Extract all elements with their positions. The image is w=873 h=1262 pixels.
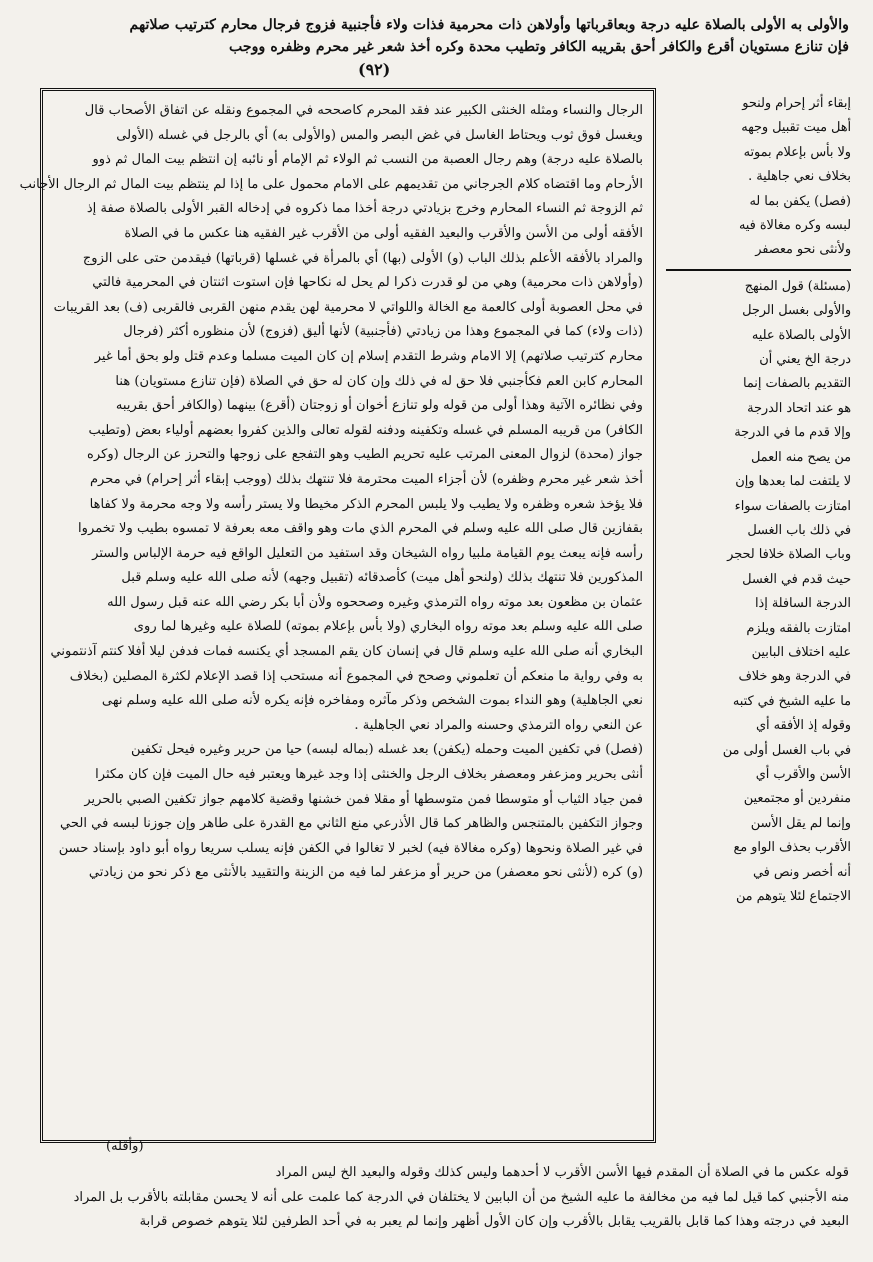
text-line: ثم الزوجة ثم النساء المحارم وخرج بزيادتي درجة أخذا مما ذكروه في إدخاله القبر الأولى بالصلاة صفة إذ: [86, 201, 643, 217]
margin-line: بخلاف نعي جاهلية .: [748, 169, 851, 185]
header-line: فإن تنازع مستويان أقرع والكافر أحق بقريبه الكافر وتطيب محدة وكره أخذ شعر غير محرم وظفره ووجب: [228, 39, 849, 55]
page-header: [36, 14, 849, 82]
text-line: أخذ شعر غير محرم وظفره) لأن أجزاء الميت محترمة فلا تنتهك بذلك (ووجب إبقاء أثر إحرام) في محرم: [89, 471, 643, 487]
text-line: المحارم كابن العم فكأجنبي فلا حق له في ذلك وإن كان له حق في الصلاة (فإن تنازع مستويان) هنا: [115, 373, 643, 389]
margin-line: ما عليه الشيخ في كتبه: [732, 693, 851, 709]
margin-line: منفردين أو مجتمعين: [743, 791, 851, 807]
margin-line: عليه اختلاف البابين: [751, 644, 851, 660]
text-line: الأرحام وما اقتضاه كلام الجرجاني من تقديمهم على الامام محمول على ما إذا لم ينتظم بيت المال ثم الرجال الأجانب: [19, 176, 643, 192]
margin-line: (مسئلة) قول المنهج: [744, 278, 851, 294]
margin-line: وقوله إذ الأفقه أي: [755, 718, 851, 734]
margin-line: وإنما لم يقل الأسن: [750, 815, 851, 831]
text-line: بقفازين قال صلى الله عليه وسلم في المحرم الذي مات وهو واقف معه بعرفة لا تمسوه بطيب ولا تخمروا: [78, 521, 643, 537]
catchword: (وأقله): [106, 1139, 144, 1154]
page-number: (٩٢): [358, 60, 391, 79]
margin-line: الدرجة السافلة إذا: [754, 596, 851, 612]
footnote-line: منه الأجنبي كما قيل لما فيه من مخالفة ما عليه الشيخ من أن البابين لا يختلفان في الدرجة كما علمت على أنه لا يحسن مقابلته بالأقرب بل المراد: [73, 1189, 849, 1205]
margin-line: لبسه وكره مغالاة فيه: [738, 218, 851, 234]
margin-line: الأولى بالصلاة عليه: [751, 327, 851, 343]
margin-line: امتازت بالصفات سواء: [734, 498, 851, 514]
margin-gloss-text: [666, 275, 851, 910]
margin-line: ولأنثى نحو معصفر: [755, 242, 851, 258]
margin-line: في الدرجة وهو خلاف: [738, 669, 851, 685]
margin-line: أنه أخصر ونص في: [752, 864, 851, 880]
margin-line: امتازت بالفقه ويلزم: [746, 620, 851, 636]
text-line: الرجال والنساء ومثله الخنثى الكبير عند فقد المحرم كاصححه في المجموع ونقله عن اتفاق الأصحاب قال: [84, 103, 643, 118]
text-line: الكافر) من قريبه المسلم في غسله وتكفينه ودفنه لقوله تعالى والذين كفروا بعضهم أولياء بعض (وتطيب: [88, 422, 643, 438]
margin-line: الاجتماع لئلا يتوهم من: [735, 889, 851, 904]
page-footnote: [36, 1139, 849, 1257]
margin-line: من يصح منه العمل: [750, 449, 851, 465]
text-line: رأسه فإنه يبعث يوم القيامة ملبيا رواه الشيخان وقد استفيد من التعليل الواقع فيه حرمة الإلباس والستر: [92, 545, 643, 561]
margin-line: الأقرب بحذف الواو مع: [733, 840, 851, 856]
text-line: (فصل) في تكفين الميت وحمله (يكفن) بعد غسله (بماله لبسه) حيا من حرير وغيره فيحل تكفين: [131, 742, 643, 758]
text-line: في محل العصوبة أولى كالعمة مع الخالة واللواتي لا محرمية لهن يقدم منهن القربى فالقربى (ف) بعد القريبات: [53, 299, 643, 315]
text-line: صلى الله عليه وسلم بعد موته رواه البخاري (ولا بأس بإعلام بموته) للصلاة عليه وغيرها لما روى: [133, 619, 643, 635]
margin-line: التقديم بالصفات إنما: [742, 376, 851, 392]
text-line: فلا يؤخذ شعره وظفره ولا يطيب ولا يلبس المحرم الذكر مخيطا ولا يستر رأسه ولا وجه محرمة ولا كفاها: [89, 496, 643, 512]
margin-line: وإلا قدم ما في الدرجة: [734, 425, 851, 441]
margin-notes: [666, 92, 851, 1132]
margin-line: ولا بأس بإعلام بموته: [743, 144, 851, 160]
text-line: (وأولاهن ذات محرمية) وهي من لو قدرت ذكرا لم يحل له نكاحها فإن استوت اثنتان في المحرمية فالتي: [92, 275, 643, 291]
text-line: نعي الجاهلية) وهو النداء بموت الشخص وذكر مآثره ومفاخره فإنه يكره لأنه صلى الله عليه وسلم نهى: [101, 693, 643, 709]
margin-line: الأسن والأقرب أي: [755, 766, 851, 782]
text-line: ويغسل فوق ثوب ويحتاط الغاسل في غض البصر والمس (والأولى به) أي بالرجل في غسله (الأولى: [116, 127, 643, 143]
footnote-line: قوله عكس ما في الصلاة أن المقدم فيها الأسن الأقرب لا أحدهما وليس كذلك وقوله والبعيد الخ ليس المراد: [275, 1165, 849, 1180]
margin-line: والأولى بغسل الرجل: [742, 303, 851, 319]
margin-matn-text: [666, 92, 851, 263]
text-line: عثمان بن مظعون بعد موته رواه الترمذي وغيره وصححوه ولأن أبا بكر رضي الله عنه قبل رسول الله: [107, 594, 643, 610]
text-line: جواز (محدة) لزوال المعنى المرتب عليه تحريم الطيب وهو التفجع على زوجها والتحرز عن الرجال (وكره: [87, 447, 643, 463]
text-line: فمن جياد الثياب أو متوسطا فمن متوسطها أو مقلا فمن خشنها وقضية كلامهم جواز تكفين الصبي بالحرير: [84, 791, 643, 807]
text-line: (و) كره (لأنثى نحو معصفر) من حرير أو مزعفر لما فيه من الزينة والتقييد بالأنثى مع ذكر نحو من زيادتي: [88, 865, 643, 881]
text-line: بالصلاة عليه درجة) وهم رجال العصبة من النسب ثم الولاء ثم الإمام أو نائبه إن انتظم بيت المال ثم ذوو: [92, 152, 643, 168]
margin-line: أهل ميت تقبيل وجهه: [741, 120, 851, 136]
margin-line: في ذلك باب الغسل: [747, 522, 851, 538]
margin-line: وباب الصلاة خلافا لحجر: [727, 547, 851, 563]
margin-line: إبقاء أثر إحرام ولنحو: [742, 96, 851, 111]
text-line: وفي نظائره الآتية وهذا أولى من قوله ولو تنازع أخوان أو زوجتان (أقرع) بينهما (والكافر أحق بقريبه: [115, 398, 643, 414]
text-line: وجواز التكفين بالمتنجس والظاهر كما قال الأذرعي منع الثاني مع القدرة على طاهر وإن جوزنا لبسه في الحي: [60, 816, 643, 832]
text-line: الأفقه أولى من الأسن والأقرب والبعيد الفقيه أولى من الأقرب غير الفقيه هنا عكس ما في الصلاة: [124, 225, 643, 241]
text-line: محارم كترتيب صلاتهم) إلا الامام وشرط التقدم إسلام إن كان الميت مسلما وعدم قتل ولو بحق أما غير: [94, 348, 643, 364]
margin-line: هو عند اتحاد الدرجة: [747, 400, 851, 416]
margin-line: حيث قدم في الغسل: [742, 571, 851, 587]
margin-line: لا يلتفت لما بعدها وإن: [735, 474, 851, 490]
text-line: المذكورين فلا تنتهك بذلك (ولنحو أهل ميت) كأصدقائه (تقبيل وجهه) لأنه صلى الله عليه وسلم قبل: [121, 570, 643, 586]
margin-divider: [666, 269, 851, 271]
text-line: البخاري أنه صلى الله عليه وسلم قال في إنسان كان يقم المسجد أي يكنسه فمات فدفن ليلا أفلا كنتم آذنتموني: [50, 644, 643, 660]
text-line: في غير الصلاة ونحوها (وكره مغالاة فيه) لخبر لا تغالوا في الكفن فإنه يسلب سريعا رواه أبو داود بإسناد حسن: [58, 840, 643, 856]
main-commentary-text: [19, 99, 643, 1132]
text-line: أنثى بحرير ومزعفر ومعصفر بخلاف الرجل والخنثى إذا وجد غيرها ويعتبر فيه حال الميت فإن كان مكثرا: [95, 767, 643, 783]
text-line: والمراد بالأفقه الأعلم بذلك الباب (و) الأولى (بها) أي بالمرأة في غسلها (قرباتها) فيقدمن حتى على الزوج: [82, 250, 643, 266]
text-line: (ذات ولاء) كما في المجموع وهذا من زيادتي (فأجنبية) لأنها أليق (فزوج) لأن منظوره أكثر (فرجال: [123, 324, 643, 340]
header-line: والأولى به الأولى بالصلاة عليه درجة وبعاقرباتها وأولاهن ذات محرمية فذات ولاء فأجنبية فزوج فرجال محارم كترتيب صلاتهم: [129, 17, 849, 33]
text-line: به وفي رواية ما منعكم أن تعلموني وصحح في المجموع أنه مستحب إذا قصد الإعلام لكثرة المصلين (بخلاف: [69, 668, 643, 684]
footnote-line: البعيد في درجته وهذا كما قابل بالقريب يقابل بالأقرب وإن كان الأول أظهر وإنما لم يعبر به في أحد الطرفين لئلا يتوهم خصوص قرابة: [139, 1214, 849, 1229]
margin-line: درجة الخ يعني أن: [759, 352, 851, 368]
margin-line: (فصل) يكفن بما له: [749, 193, 851, 209]
margin-line: في باب الغسل أولى من: [722, 742, 851, 758]
text-line: عن النعي رواه الترمذي وحسنه والمراد نعي الجاهلية .: [354, 717, 643, 733]
main-text-frame: [19, 88, 656, 1143]
